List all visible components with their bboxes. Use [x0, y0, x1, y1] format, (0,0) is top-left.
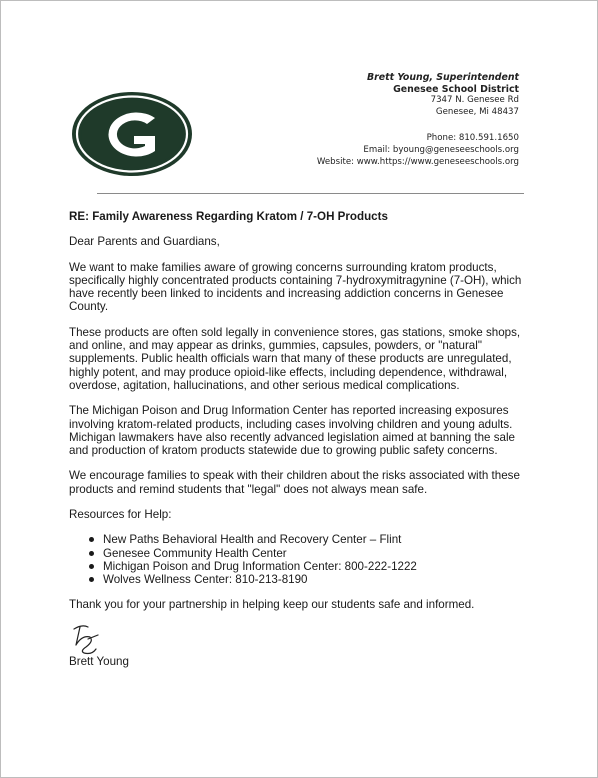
bullet-icon: [89, 564, 94, 569]
address-line-1: 7347 N. Genesee Rd: [430, 95, 519, 106]
closing: Thank you for your partnership in helping keep our students safe and informed.: [69, 597, 475, 611]
superintendent-name: Brett Young, Superintendent: [366, 72, 519, 83]
paragraph-3: The Michigan Poison and Drug Information Center has reported increasing exposures involving kratom-related products, including cases involving children and young adults. Michigan lawmakers have also recently advanced legislation aimed at banning the sale and production of kratom products statewide due to growing public safety concerns.: [69, 404, 515, 458]
paragraph-1: We want to make families aware of growing concerns surrounding kratom products, specifically highly concentrated products containing 7-hydroxymitragynine (7-OH), which have recently been linked to incidents and increasing addiction concerns in Genesee County.: [69, 260, 522, 314]
list-item: Wolves Wellness Center: 810-213-8190: [89, 573, 531, 586]
bullet-icon: [89, 537, 94, 542]
letterhead: [317, 72, 519, 168]
address-line-2: Genesee, Mi 48437: [435, 106, 519, 117]
list-item: Genesee Community Health Center: [89, 547, 531, 560]
resources-heading: Resources for Help:: [69, 508, 172, 522]
handwritten-signature: [68, 621, 118, 657]
resources-list: [69, 533, 531, 586]
bullet-icon: [89, 577, 94, 582]
paragraph-4: We encourage families to speak with their children about the risks associated with these products and remind students that "legal" does not always mean safe.: [69, 469, 520, 496]
header-divider: [97, 193, 524, 194]
bullet-icon: [89, 551, 94, 556]
school-g-logo: [71, 91, 193, 177]
signer-name: Brett Young: [69, 655, 129, 668]
district-name: Genesee School District: [393, 83, 519, 95]
email: Email: byoung@geneseeschools.org: [363, 144, 519, 155]
subject-line: RE: Family Awareness Regarding Kratom / 7-OH Products: [69, 210, 388, 223]
letter-body: [69, 210, 531, 623]
website: Website: www.https://www.geneseeschools.org: [316, 156, 519, 167]
paragraph-2: These products are often sold legally in convenience stores, gas stations, smoke shops, and online, and may appear as drinks, gummies, capsules, powders, or "natural" supplements. Public health officials warn that many of these products are unregulated, highly potent, and may produce opioid-like effects, including dependence, withdrawal, overdose, agitation, hallucinations, and other serious medical complications.: [69, 325, 521, 392]
phone: Phone: 810.591.1650: [426, 133, 519, 144]
list-item: New Paths Behavioral Health and Recovery Center – Flint: [89, 533, 531, 546]
list-item: Michigan Poison and Drug Information Center: 800-222-1222: [89, 560, 531, 573]
salutation: Dear Parents and Guardians,: [69, 235, 220, 249]
